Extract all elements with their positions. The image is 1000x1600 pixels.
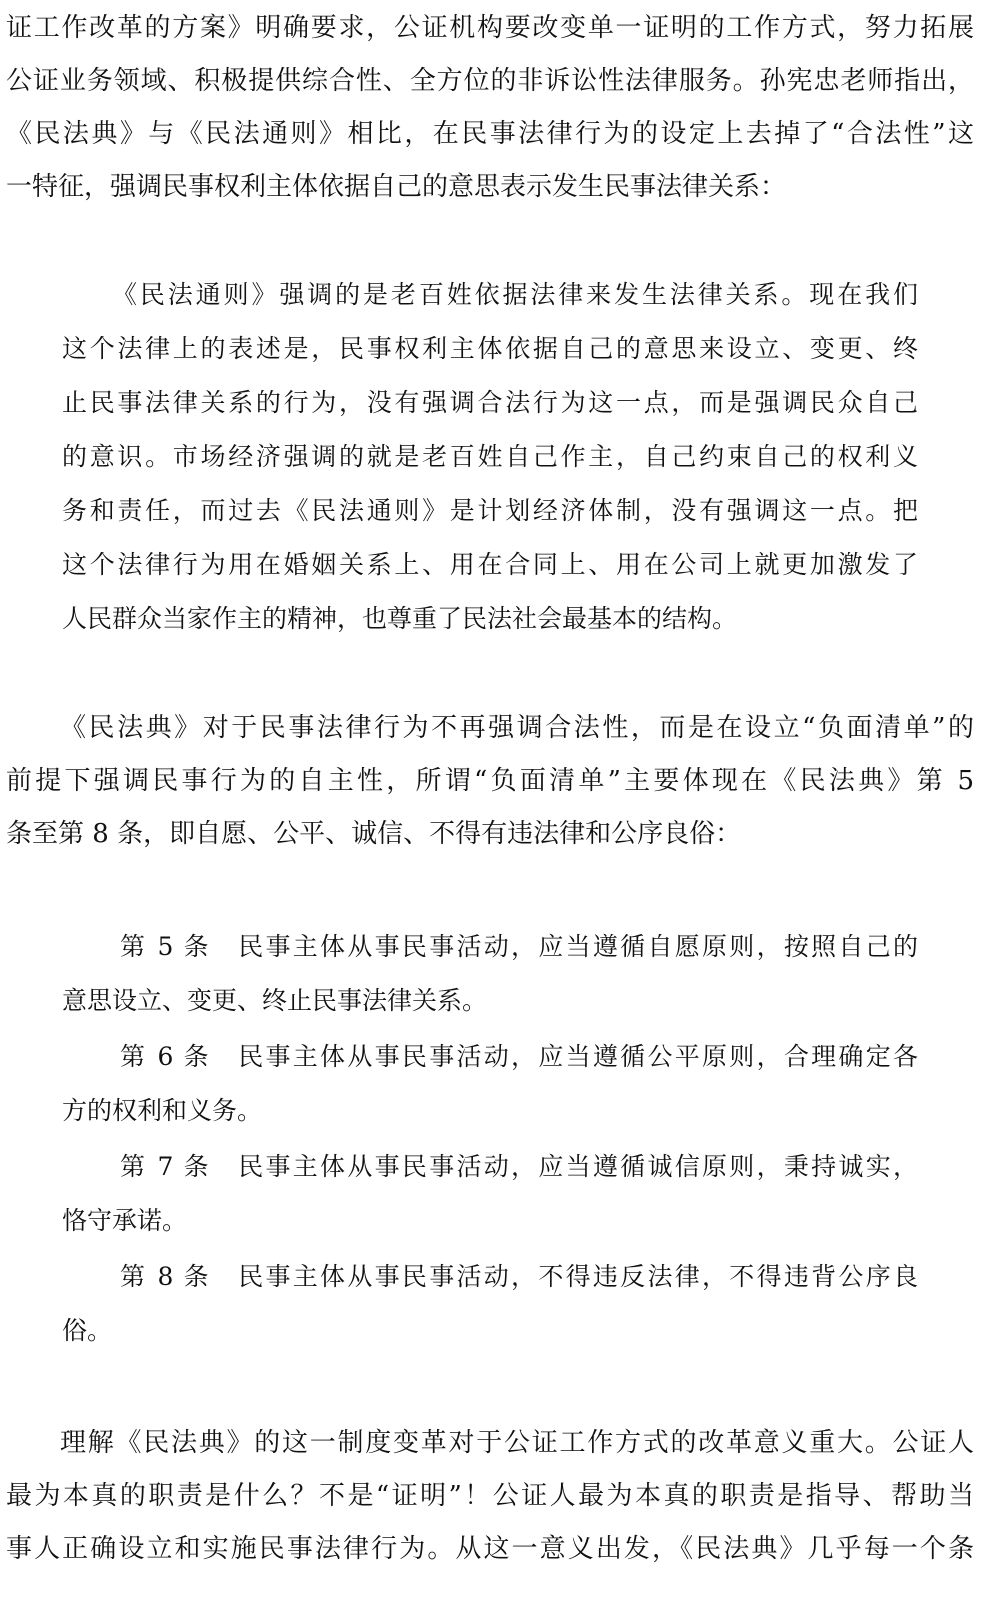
article-7 bbox=[62, 1140, 918, 1248]
article-line: 方的权利和义务。 bbox=[62, 1096, 263, 1125]
text-line: 条至第 8 条，即自愿、公平、诚信、不得有违法律和公序良俗： bbox=[6, 819, 742, 849]
article-5 bbox=[62, 920, 918, 1028]
text-line: 事人正确设立和实施民事法律行为。从这一意义出发，《民法典》几乎每一个条 bbox=[6, 1534, 974, 1564]
quote-line: 止民事法律关系的行为，没有强调合法行为这一点，而是强调民众自己 bbox=[62, 388, 918, 417]
article-line: 第 6 条 民事主体从事民事活动，应当遵循公平原则，合理确定各 bbox=[120, 1042, 918, 1071]
text-line: 理解《民法典》的这一制度变革对于公证工作方式的改革意义重大。公证人 bbox=[60, 1428, 974, 1458]
article-line: 恪守承诺。 bbox=[62, 1206, 188, 1235]
article-line: 意思设立、变更、终止民事法律关系。 bbox=[62, 986, 488, 1015]
paragraph-intro bbox=[6, 2, 974, 214]
quote-line: 的意识。市场经济强调的就是老百姓自己作主，自己约束自己的权利义 bbox=[62, 442, 918, 471]
article-8 bbox=[62, 1250, 918, 1358]
article-line: 第 8 条 民事主体从事民事活动，不得违反法律，不得违背公序良 bbox=[120, 1262, 918, 1291]
quote-line: 《民法通则》强调的是老百姓依据法律来发生法律关系。现在我们 bbox=[112, 280, 918, 309]
quote-line: 这个法律行为用在婚姻关系上、用在合同上、用在公司上就更加激发了 bbox=[62, 550, 918, 579]
quote-line: 这个法律上的表述是，民事权利主体依据自己的意思来设立、变更、终 bbox=[62, 334, 918, 363]
quote-line: 务和责任，而过去《民法通则》是计划经济体制，没有强调这一点。把 bbox=[62, 496, 918, 525]
article-line: 俗。 bbox=[62, 1316, 113, 1345]
article-line: 第 5 条 民事主体从事民事活动，应当遵循自愿原则，按照自己的 bbox=[120, 932, 918, 961]
block-quote-minfa-tongze bbox=[62, 268, 918, 646]
article-line: 第 7 条 民事主体从事民事活动，应当遵循诚信原则，秉持诚实， bbox=[120, 1152, 918, 1181]
text-line: 《民法典》与《民法通则》相比，在民事法律行为的设定上去掉了“合法性”这 bbox=[6, 119, 974, 149]
paragraph-negative-list bbox=[6, 702, 974, 861]
text-line: 公证业务领域、积极提供综合性、全方位的非诉讼性法律服务。孙宪忠老师指出， bbox=[6, 66, 974, 96]
text-line: 最为本真的职责是什么？不是“证明”！公证人最为本真的职责是指导、帮助当 bbox=[6, 1481, 974, 1511]
text-line: 《民法典》对于民事法律行为不再强调合法性，而是在设立“负面清单”的 bbox=[60, 713, 974, 743]
article-6 bbox=[62, 1030, 918, 1138]
text-line: 前提下强调民事行为的自主性，所谓“负面清单”主要体现在《民法典》第 5 bbox=[6, 766, 974, 796]
paragraph-notary-duty bbox=[6, 1417, 974, 1576]
quote-line: 人民群众当家作主的精神，也尊重了民法社会最基本的结构。 bbox=[62, 604, 738, 633]
text-line: 证工作改革的方案》明确要求，公证机构要改变单一证明的工作方式，努力拓展 bbox=[6, 13, 974, 43]
text-line: 一特征，强调民事权利主体依据自己的意思表示发生民事法律关系： bbox=[6, 172, 787, 202]
